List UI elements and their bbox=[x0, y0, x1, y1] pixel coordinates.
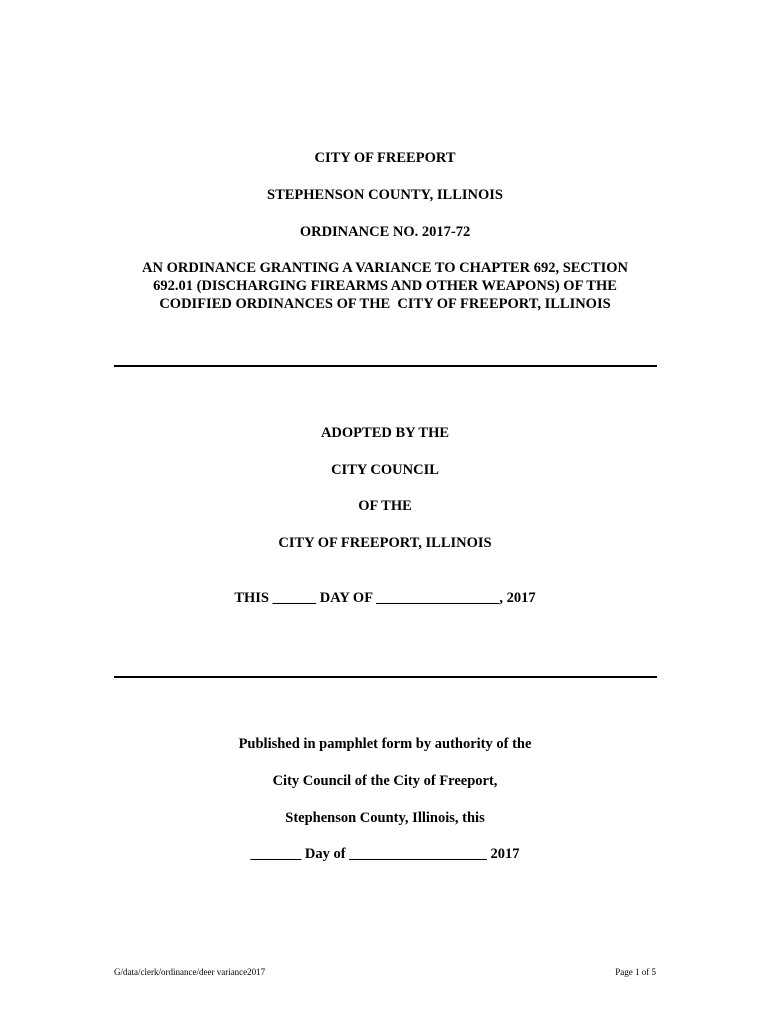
footer-page-number: Page 1 of 5 bbox=[615, 967, 656, 977]
county-heading: STEPHENSON COUNTY, ILLINOIS bbox=[267, 187, 503, 203]
bottom-divider bbox=[114, 676, 657, 678]
ordinance-title-line: 692.01 (DISCHARGING FIREARMS AND OTHER WEAPONS) OF THE bbox=[153, 278, 617, 294]
ordinance-title-line: AN ORDINANCE GRANTING A VARIANCE TO CHAPTER 692, SECTION bbox=[142, 260, 628, 276]
city-of-freeport-line: CITY OF FREEPORT, ILLINOIS bbox=[278, 535, 492, 551]
adopted-by-line: ADOPTED BY THE bbox=[320, 425, 450, 441]
adoption-date-line: THIS ______ DAY OF _________________, 2017 bbox=[234, 590, 536, 606]
top-divider bbox=[114, 365, 657, 367]
publication-line-2: City Council of the City of Freeport, bbox=[272, 773, 498, 789]
of-the-line: OF THE bbox=[358, 498, 412, 514]
city-council-line: CITY COUNCIL bbox=[331, 462, 439, 478]
footer-file-path: G/data/clerk/ordinance/deer variance2017 bbox=[114, 967, 266, 977]
ordinance-title-line: CODIFIED ORDINANCES OF THE CITY OF FREEPORT, ILLINOIS bbox=[159, 296, 611, 312]
ordinance-number: ORDINANCE NO. 2017-72 bbox=[299, 224, 471, 240]
publication-date-line: _______ Day of ___________________ 2017 bbox=[250, 846, 520, 862]
publication-line-3: Stephenson County, Illinois, this bbox=[285, 810, 485, 826]
ordinance-title bbox=[100, 259, 670, 313]
city-heading: CITY OF FREEPORT bbox=[314, 150, 456, 166]
publication-line-1: Published in pamphlet form by authority of the bbox=[238, 736, 532, 752]
